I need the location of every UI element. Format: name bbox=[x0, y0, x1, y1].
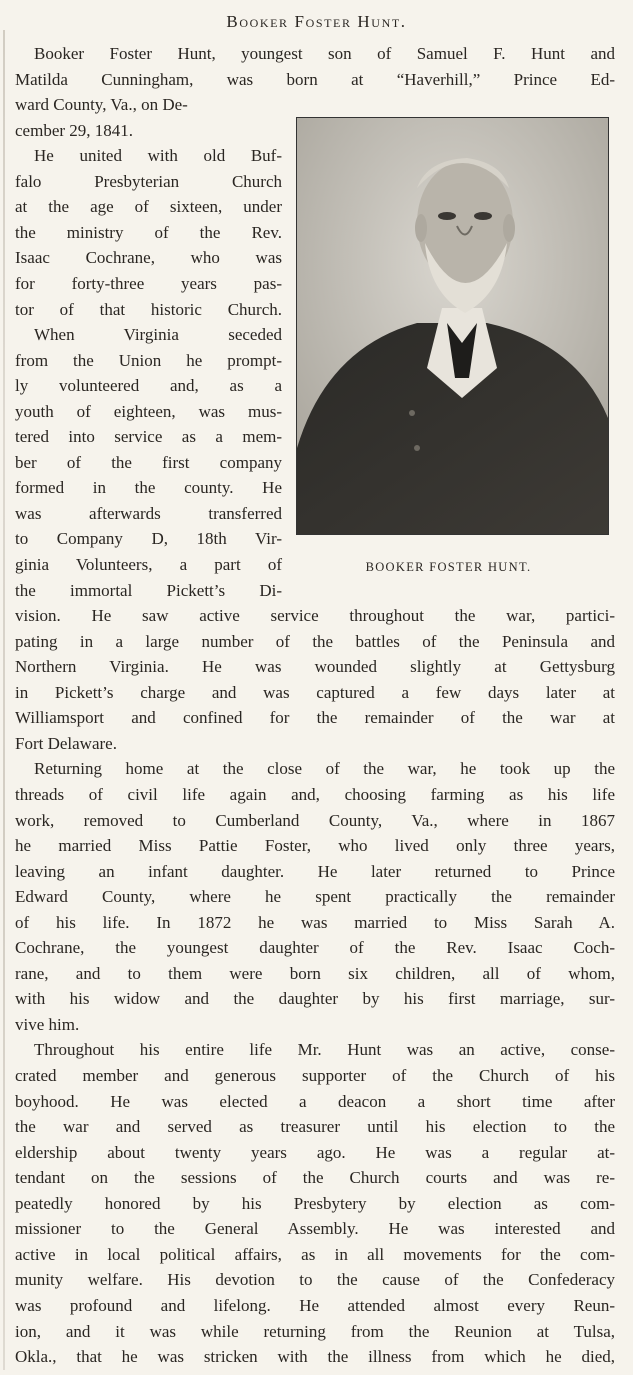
text-line: ly volunteered and, as a bbox=[15, 376, 282, 396]
portrait-photo bbox=[296, 117, 609, 535]
text-line: was profound and lifelong. He attended almost every Reun- bbox=[15, 1295, 615, 1315]
text-line: he married Miss Pattie Foster, who lived only three years, bbox=[15, 836, 615, 856]
text-line: Cochrane, the youngest daughter of the Rev. Isaac Coch- bbox=[15, 938, 615, 958]
text-line: vision. He saw active service throughout the war, partici- bbox=[15, 606, 615, 626]
text-line: rane, and to them were born six children, all of whom, bbox=[15, 963, 615, 983]
text-line: cember 29, 1841. bbox=[15, 120, 134, 140]
text-line: was afterwards transferred bbox=[15, 503, 282, 523]
portrait-figure bbox=[296, 117, 611, 575]
text-line: active in local political affairs, as in all movements for the com- bbox=[15, 1244, 615, 1264]
text-line: munity welfare. His devotion to the cause of the Confederacy bbox=[15, 1270, 615, 1290]
text-line: from the Union he prompt- bbox=[15, 350, 282, 370]
text-line: Isaac Cochrane, who was bbox=[15, 248, 282, 268]
text-line: boyhood. He was elected a deacon a short time after bbox=[15, 1091, 615, 1111]
text-line: falo Presbyterian Church bbox=[15, 171, 282, 191]
text-line: eldership about twenty years ago. He was a regular at- bbox=[15, 1142, 615, 1162]
text-line: youth of eighteen, was mus- bbox=[15, 401, 282, 421]
text-line: peatedly honored by his Presbytery by election as com- bbox=[15, 1193, 615, 1213]
text-line: Okla., that he was stricken with the illness from which he died, bbox=[15, 1347, 615, 1367]
text-line: with his widow and the daughter by his first marriage, sur- bbox=[15, 989, 615, 1009]
text-line: When Virginia seceded bbox=[34, 325, 282, 345]
page-heading: Booker Foster Hunt. bbox=[226, 12, 407, 31]
portrait-caption: BOOKER FOSTER HUNT. bbox=[365, 560, 532, 574]
text-line: He united with old Buf- bbox=[34, 146, 282, 166]
text-line: formed in the county. He bbox=[15, 478, 282, 498]
text-line: Northern Virginia. He was wounded slightly at Gettysburg bbox=[15, 657, 615, 677]
text-line: ion, and it was while returning from the Reunion at Tulsa, bbox=[15, 1321, 615, 1341]
portrait-photo-image bbox=[297, 118, 608, 534]
text-line: ward County, Va., on De- bbox=[15, 95, 188, 115]
text-line: to Company D, 18th Vir- bbox=[15, 529, 282, 549]
text-line: Williamsport and confined for the remainder of the war at bbox=[15, 708, 615, 728]
text-line: Fort Delaware. bbox=[15, 733, 117, 753]
text-line: ber of the first company bbox=[15, 452, 282, 472]
text-line: of his life. In 1872 he was married to Miss Sarah A. bbox=[15, 912, 615, 932]
text-line: tered into service as a mem- bbox=[15, 427, 282, 447]
text-line: the ministry of the Rev. bbox=[15, 222, 282, 242]
text-line: Edward County, where he spent practically the remainder bbox=[15, 887, 615, 907]
text-line: pating in a large number of the battles of the Peninsula and bbox=[15, 631, 615, 651]
text-line: missioner to the General Assembly. He was interested and bbox=[15, 1219, 615, 1239]
text-line: Throughout his entire life Mr. Hunt was an active, conse- bbox=[34, 1040, 615, 1060]
text-line: ginia Volunteers, a part of bbox=[15, 555, 282, 574]
text-line: Booker Foster Hunt, youngest son of Samuel F. Hunt and bbox=[34, 44, 615, 63]
text-line: Returning home at the close of the war, he took up the bbox=[34, 759, 615, 779]
text-line: Matilda Cunningham, was born at “Haverhill,” Prince Ed- bbox=[15, 69, 615, 89]
text-line: crated member and generous supporter of the Church of his bbox=[15, 1066, 615, 1085]
text-line: threads of civil life again and, choosing farming as his life bbox=[15, 784, 615, 804]
text-line: the war and served as treasurer until his election to the bbox=[15, 1117, 615, 1137]
text-line: for forty-three years pas- bbox=[15, 273, 282, 293]
text-line: tendant on the sessions of the Church courts and was re- bbox=[15, 1168, 615, 1188]
page-edge-shadow bbox=[3, 30, 5, 1370]
text-line: in Pickett’s charge and was captured a few days later at bbox=[15, 682, 615, 702]
text-line: leaving an infant daughter. He later returned to Prince bbox=[15, 861, 615, 881]
text-line: tor of that historic Church. bbox=[15, 299, 282, 319]
text-line: at the age of sixteen, under bbox=[15, 197, 282, 217]
text-line: vive him. bbox=[15, 1014, 80, 1034]
text-line: the immortal Pickett’s Di- bbox=[15, 580, 282, 600]
text-line: work, removed to Cumberland County, Va., where in 1867 bbox=[15, 810, 615, 830]
